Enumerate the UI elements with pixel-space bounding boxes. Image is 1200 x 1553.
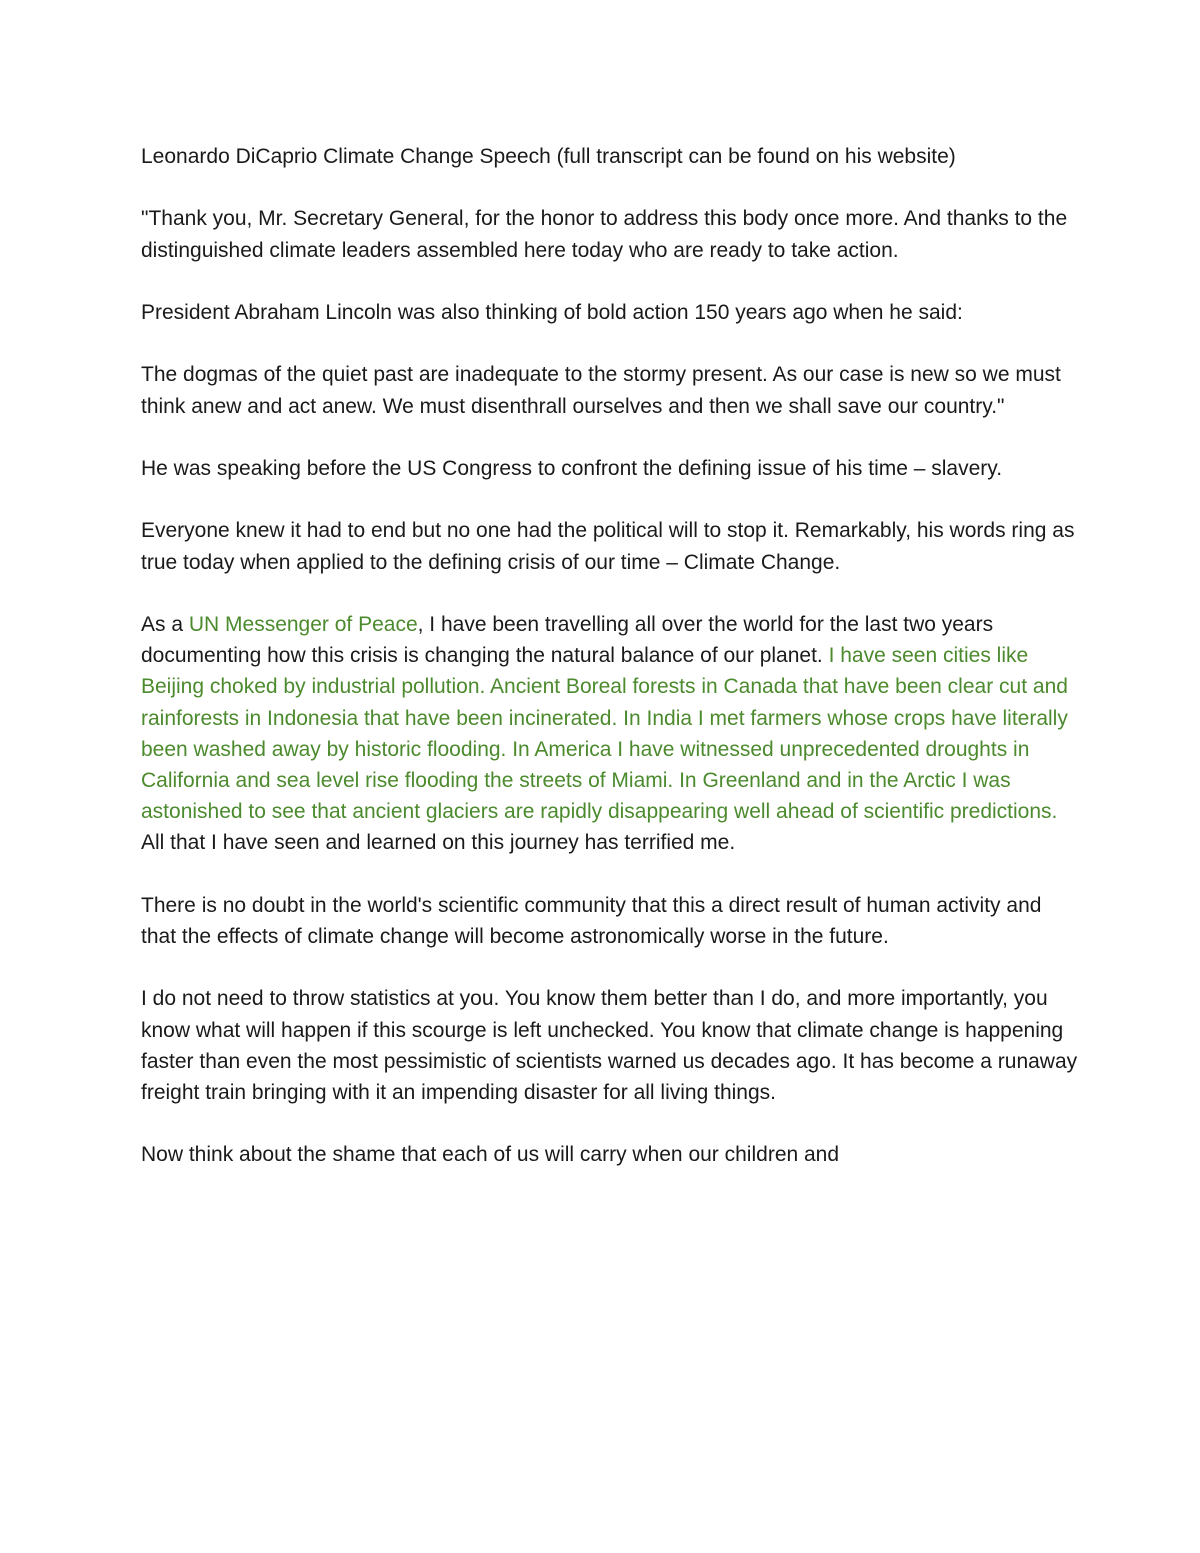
paragraph-remarkably: Everyone knew it had to end but no one had the political will to stop it. Remarkably, his words ring as true today when applied to the defining crisis of our time – Climate Change. [141,519,1075,574]
un-mid-text: , I have been travelling all over the world for the last two years documenting how this crisis is changing the natural balance of our planet. [141,612,994,668]
paragraph-congress: He was speaking before the US Congress to confront the defining issue of his time – slavery. [141,456,1003,480]
paragraph-lincoln-quote: The dogmas of the quiet past are inadequate to the stormy present. As our case is new so we must think anew and act anew. We must disenthrall ourselves and then we shall save our country." [141,363,1061,418]
un-tail-text: All that I have seen and learned on this journey has terrified me. [141,831,736,855]
paragraph-scientific-community: There is no doubt in the world's scientific community that this a direct result of human activity and that the effects of climate change will become astronomically worse in the future. [141,893,1042,948]
highlighted-observations: I have seen cities like Beijing choked by industrial pollution. Ancient Boreal forests in Canada that have been clear cut and rainforests in Indonesia that have been incinerated. In India I met farmers whose crops have literally been washed away by historic flooding. In America I have witnessed unprecedented droughts in California and sea level rise flooding the streets of Miami. In Greenland and in the Arctic I was astonished to see that ancient glaciers are rapidly disappearing well ahead of scientific predictions. [141,644,1068,824]
paragraph-statistics: I do not need to throw statistics at you. You know them better than I do, and more importantly, you know what will happen if this scourge is left unchecked. You know that climate change is happening faster than even the most pessimistic of scientists warned us decades ago. It has become a runaway freight train bringing with it an impending disaster for all living things. [141,987,1078,1104]
document-title: Leonardo DiCaprio Climate Change Speech (full transcript can be found on his website) [141,145,956,168]
un-lead-text: As a [141,612,189,636]
paragraph-shame: Now think about the shame that each of us will carry when our children and [141,1143,840,1167]
paragraph-un-messenger [141,609,1081,859]
paragraph-lincoln: President Abraham Lincoln was also thinking of bold action 150 years ago when he said: [141,300,963,324]
document-body [141,141,1081,1202]
un-messenger-link[interactable]: UN Messenger of Peace [188,612,418,636]
paragraph-opening: "Thank you, Mr. Secretary General, for the honor to address this body once more. And thanks to the distinguished climate leaders assembled here today who are ready to take action. [141,207,1068,262]
